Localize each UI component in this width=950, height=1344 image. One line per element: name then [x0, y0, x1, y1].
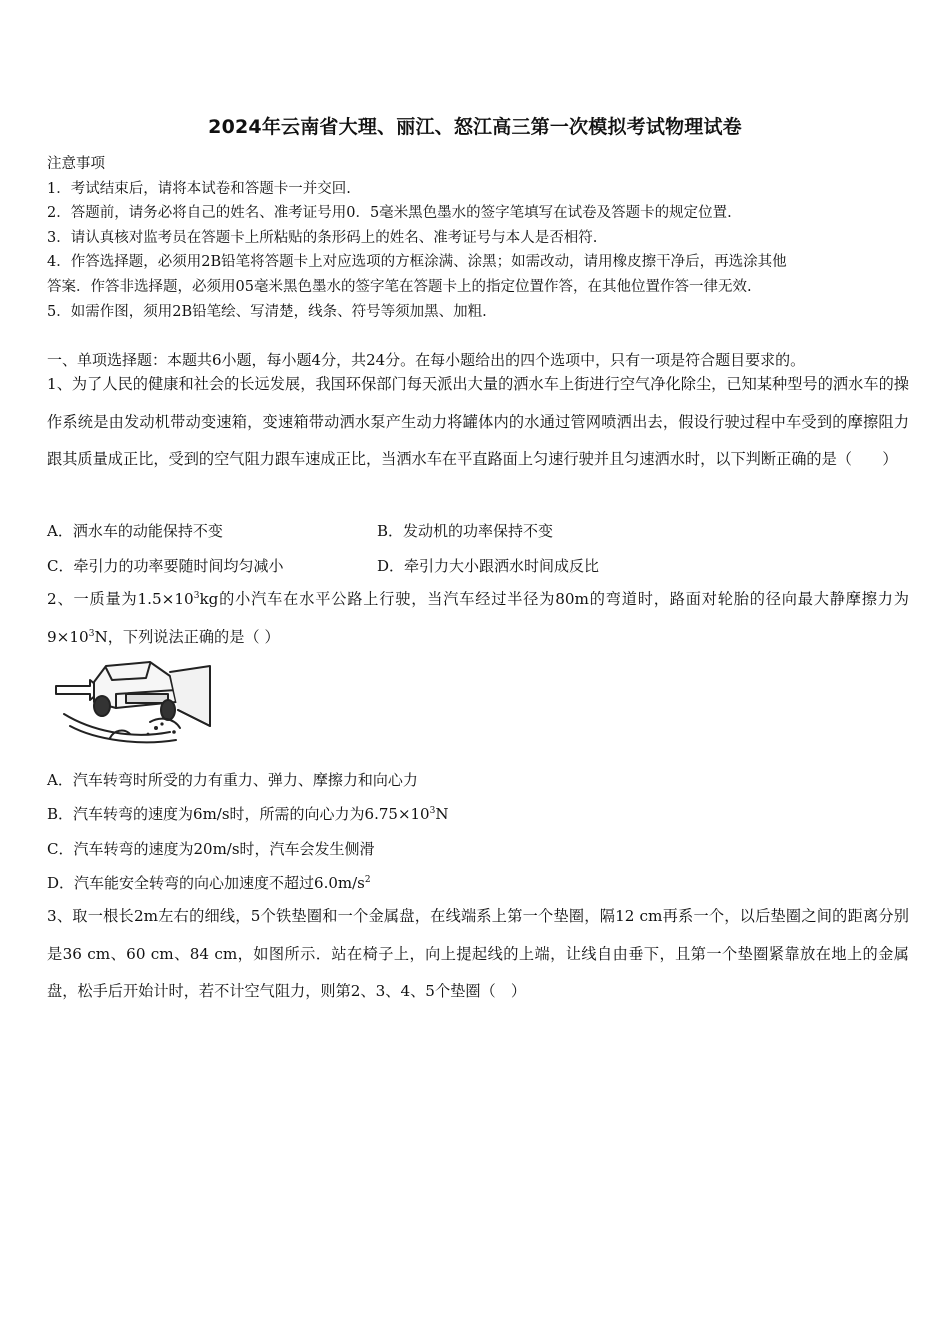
notice-item-1: 1．考试结束后，请将本试卷和答题卡一并交回.: [47, 180, 351, 197]
question-2-stem-part2: kg的小汽车在水平公路上行驶，当汽车经过半径为80m的弯道时，路面对轮胎的径向最大静摩擦力为9×10: [47, 590, 909, 646]
question-2-stem: [47, 581, 909, 656]
notice-item-3: 3．请认真核对监考员在答题卡上所粘贴的条形码上的姓名、准考证号与本人是否相符.: [47, 229, 598, 246]
question-2-option-b-unit: N: [435, 805, 449, 823]
page-title: 2024年云南省大理、丽江、怒江高三第一次模拟考试物理试卷: [208, 116, 742, 138]
notice-item-2: 2．答题前，请务必将自己的姓名、准考证号用0．5毫米黑色墨水的签字笔填写在试卷及答题卡的规定位置.: [47, 205, 732, 222]
question-2-option-b-text: B．汽车转弯的速度为6m/s时，所需的向心力为6.75×10: [47, 805, 430, 823]
question-1-option-d: D．牵引力大小跟洒水时间成反比: [377, 557, 600, 575]
question-2-option-d-text: D．汽车能安全转弯的向心加速度不超过6.0m/s: [47, 874, 365, 892]
question-1-option-b: B．发动机的功率保持不变: [377, 522, 554, 540]
question-2-exponent-1: 3: [193, 590, 200, 601]
question-2-exponent-2: 3: [88, 628, 95, 639]
question-1-option-c: C．牵引力的功率要随时间均匀减小: [47, 557, 284, 575]
question-2-stem-part1: 2、一质量为1.5×10: [47, 590, 194, 608]
question-2-option-c: C．汽车转弯的速度为20m/s时，汽车会发生侧滑: [47, 840, 375, 858]
notice-item-5: 5．如需作图，须用2B铅笔绘、写清楚，线条、符号等须加黑、加粗.: [47, 303, 487, 320]
section-heading: 一、单项选择题：本题共6小题，每小题4分，共24分。在每小题给出的四个选项中，只有一项是符合题目要求的。: [47, 351, 806, 369]
car-turning-illustration: [50, 652, 216, 748]
question-2-option-a: A．汽车转弯时所受的力有重力、弹力、摩擦力和向心力: [47, 771, 418, 789]
question-2-option-d-exponent: 2: [364, 875, 371, 885]
notice-heading: 注意事项: [47, 156, 105, 172]
notice-item-4-continued: 答案．作答非选择题，必须用05毫米黑色墨水的签字笔在答题卡上的指定位置作答，在其他位置作答一律无效.: [47, 278, 752, 295]
question-3-stem: 3、取一根长2m左右的细线，5个铁垫圈和一个金属盘，在线端系上第一个垫圈，隔12 cm再系一个，以后垫圈之间的距离分别是36 cm、60 cm、84 cm，如图所示．站在椅子上，向上提起线的上端，让线自由垂下，且第一个垫圈紧靠放在地上的金属盘，松手后开始计时，若不计空气阻力，则第2、3、4、5个垫圈（ ）: [47, 907, 909, 1000]
notice-item-4: 4．作答选择题，必须用2B铅笔将答题卡上对应选项的方框涂满、涂黑；如需改动，请用橡皮擦干净后，再选涂其他: [47, 254, 787, 271]
question-2-option-b-exponent: 3: [429, 806, 436, 816]
notice-block: [47, 152, 917, 324]
question-1-option-a: A．洒水车的动能保持不变: [47, 522, 223, 540]
question-2-option-b: [47, 803, 448, 824]
question-2-option-d: [47, 872, 371, 893]
question-2-stem-part3: N，下列说法正确的是（ ）: [94, 627, 280, 646]
question-1-stem: 1、为了人民的健康和社会的长远发展，我国环保部门每天派出大量的洒水车上街进行空气净化除尘，已知某种型号的洒水车的操作系统是由发动机带动变速箱，变速箱带动洒水泵产生动力将罐体内的水通过管网喷洒出去，假设行驶过程中车受到的摩擦阻力跟其质量成正比，受到的空气阻力跟车速成正比，当洒水车在平直路面上匀速行驶并且匀速洒水时，以下判断正确的是（ ）: [47, 375, 909, 468]
